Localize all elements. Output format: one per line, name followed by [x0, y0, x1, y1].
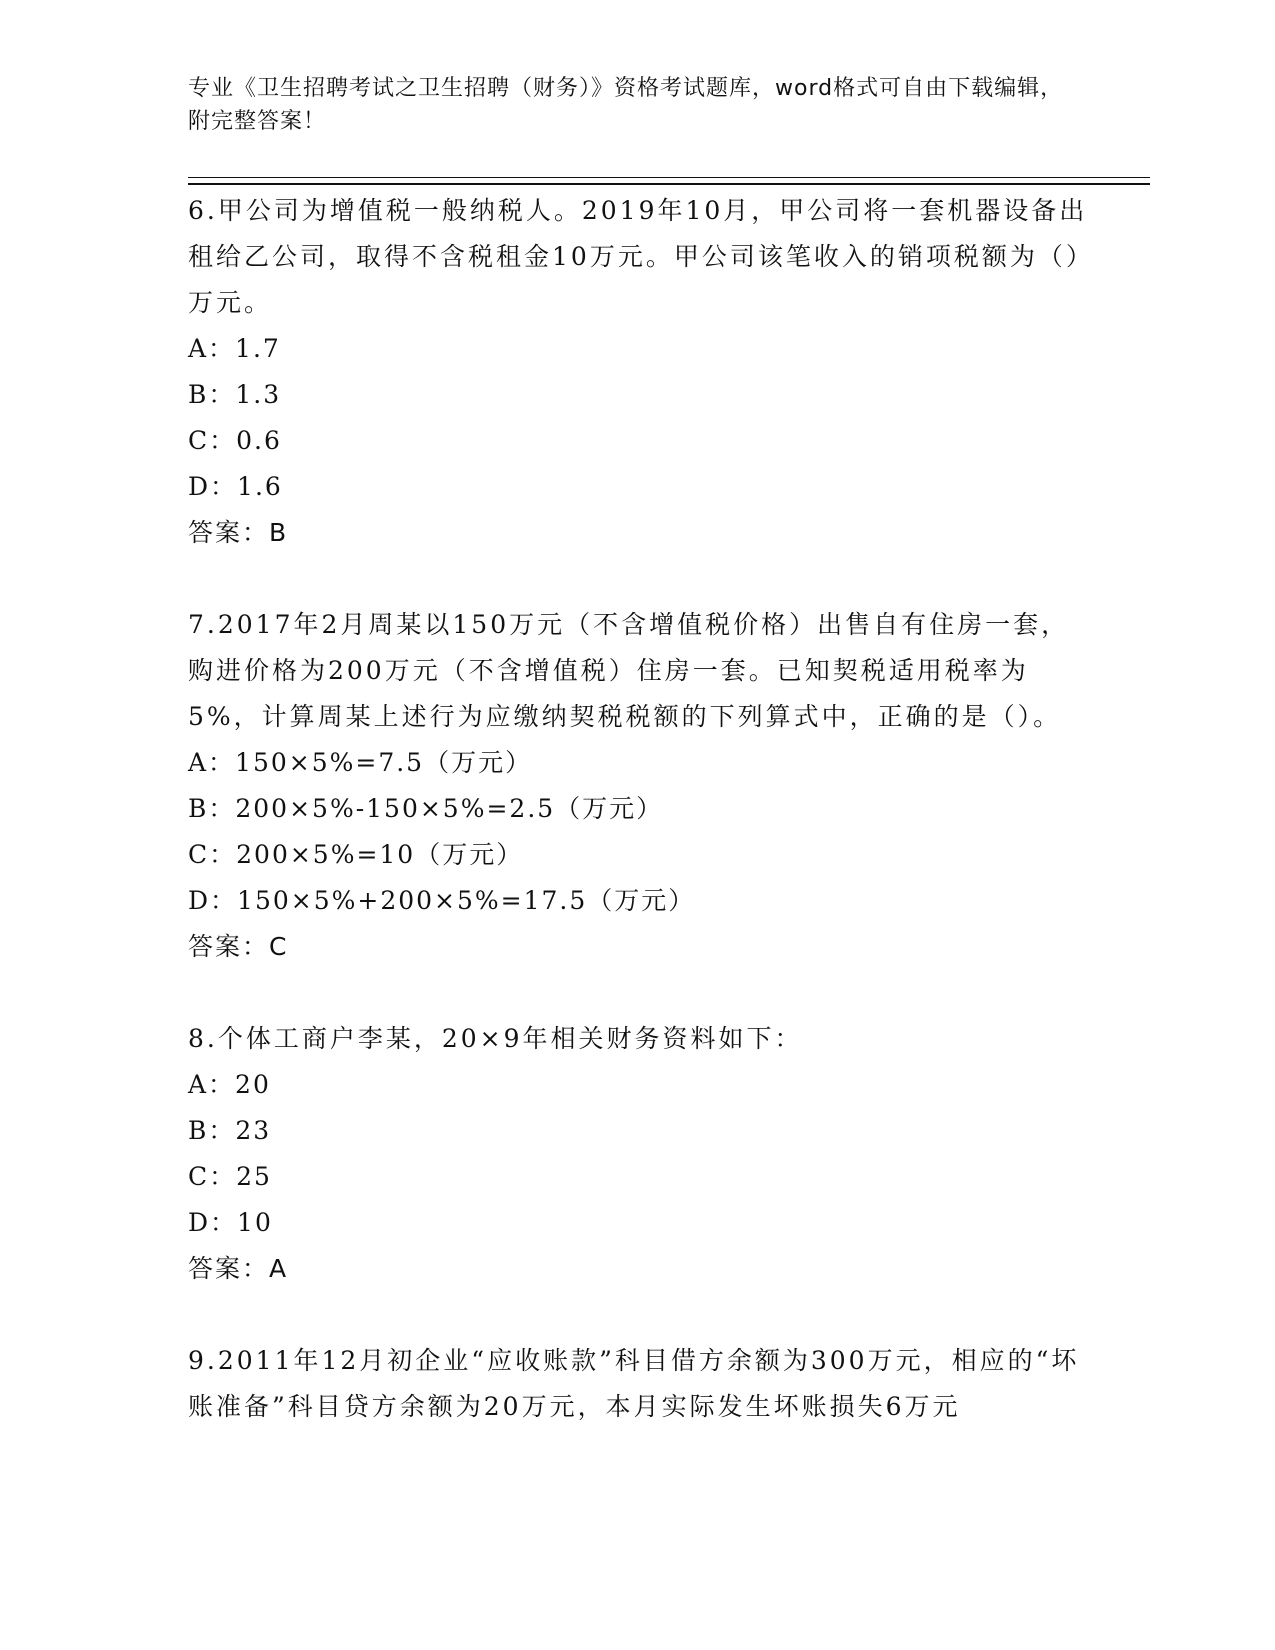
question-spacer — [188, 556, 1088, 602]
question-7 — [188, 602, 1088, 970]
question-spacer — [188, 1292, 1088, 1338]
option-d: D：10 — [188, 1208, 273, 1237]
option-d: D：1.6 — [188, 472, 283, 501]
question-6 — [188, 188, 1088, 556]
question-text: 8.个体工商户李某，20×9年相关财务资料如下： — [188, 1024, 803, 1053]
option-a: A：1.7 — [188, 334, 281, 363]
option-b: B：200×5%-150×5%=2.5（万元） — [188, 794, 664, 823]
question-text: 7.2017年2月周某以150万元（不含增值税价格）出售自有住房一套，购进价格为200万元（不含增值税）住房一套。已知契税适用税率为5%，计算周某上述行为应缴纳契税税额的下列算式中，正确的是（）。 — [188, 610, 1070, 731]
option-b: B：23 — [188, 1116, 272, 1145]
question-spacer — [188, 970, 1088, 1016]
option-c: C：25 — [188, 1162, 272, 1191]
header-divider-thin — [188, 177, 1150, 178]
header-title: 专业《卫生招聘考试之卫生招聘（财务）》资格考试题库，word格式可自由下载编辑，附完整答案！ — [188, 76, 1064, 134]
option-c: C：200×5%=10（万元） — [188, 840, 524, 869]
question-text: 9.2011年12月初企业“应收账款”科目借方余额为300万元，相应的“坏账准备”科目贷方余额为20万元，本月实际发生坏账损失6万元 — [188, 1346, 1080, 1421]
header-divider-thick — [188, 183, 1150, 185]
option-b: B：1.3 — [188, 380, 282, 409]
option-a: A：20 — [188, 1070, 271, 1099]
option-a: A：150×5%=7.5（万元） — [188, 748, 533, 777]
document-header — [188, 72, 1068, 138]
answer-line: 答案：B — [188, 518, 289, 547]
question-text: 6.甲公司为增值税一般纳税人。2019年10月，甲公司将一套机器设备出租给乙公司，取得不含税租金10万元。甲公司该笔收入的销项税额为（）万元。 — [188, 196, 1088, 317]
answer-line: 答案：C — [188, 932, 289, 961]
answer-line: 答案：A — [188, 1254, 289, 1283]
option-d: D：150×5%+200×5%=17.5（万元） — [188, 886, 696, 915]
question-9 — [188, 1338, 1088, 1430]
question-list — [188, 188, 1088, 1430]
question-8 — [188, 1016, 1088, 1292]
option-c: C：0.6 — [188, 426, 282, 455]
